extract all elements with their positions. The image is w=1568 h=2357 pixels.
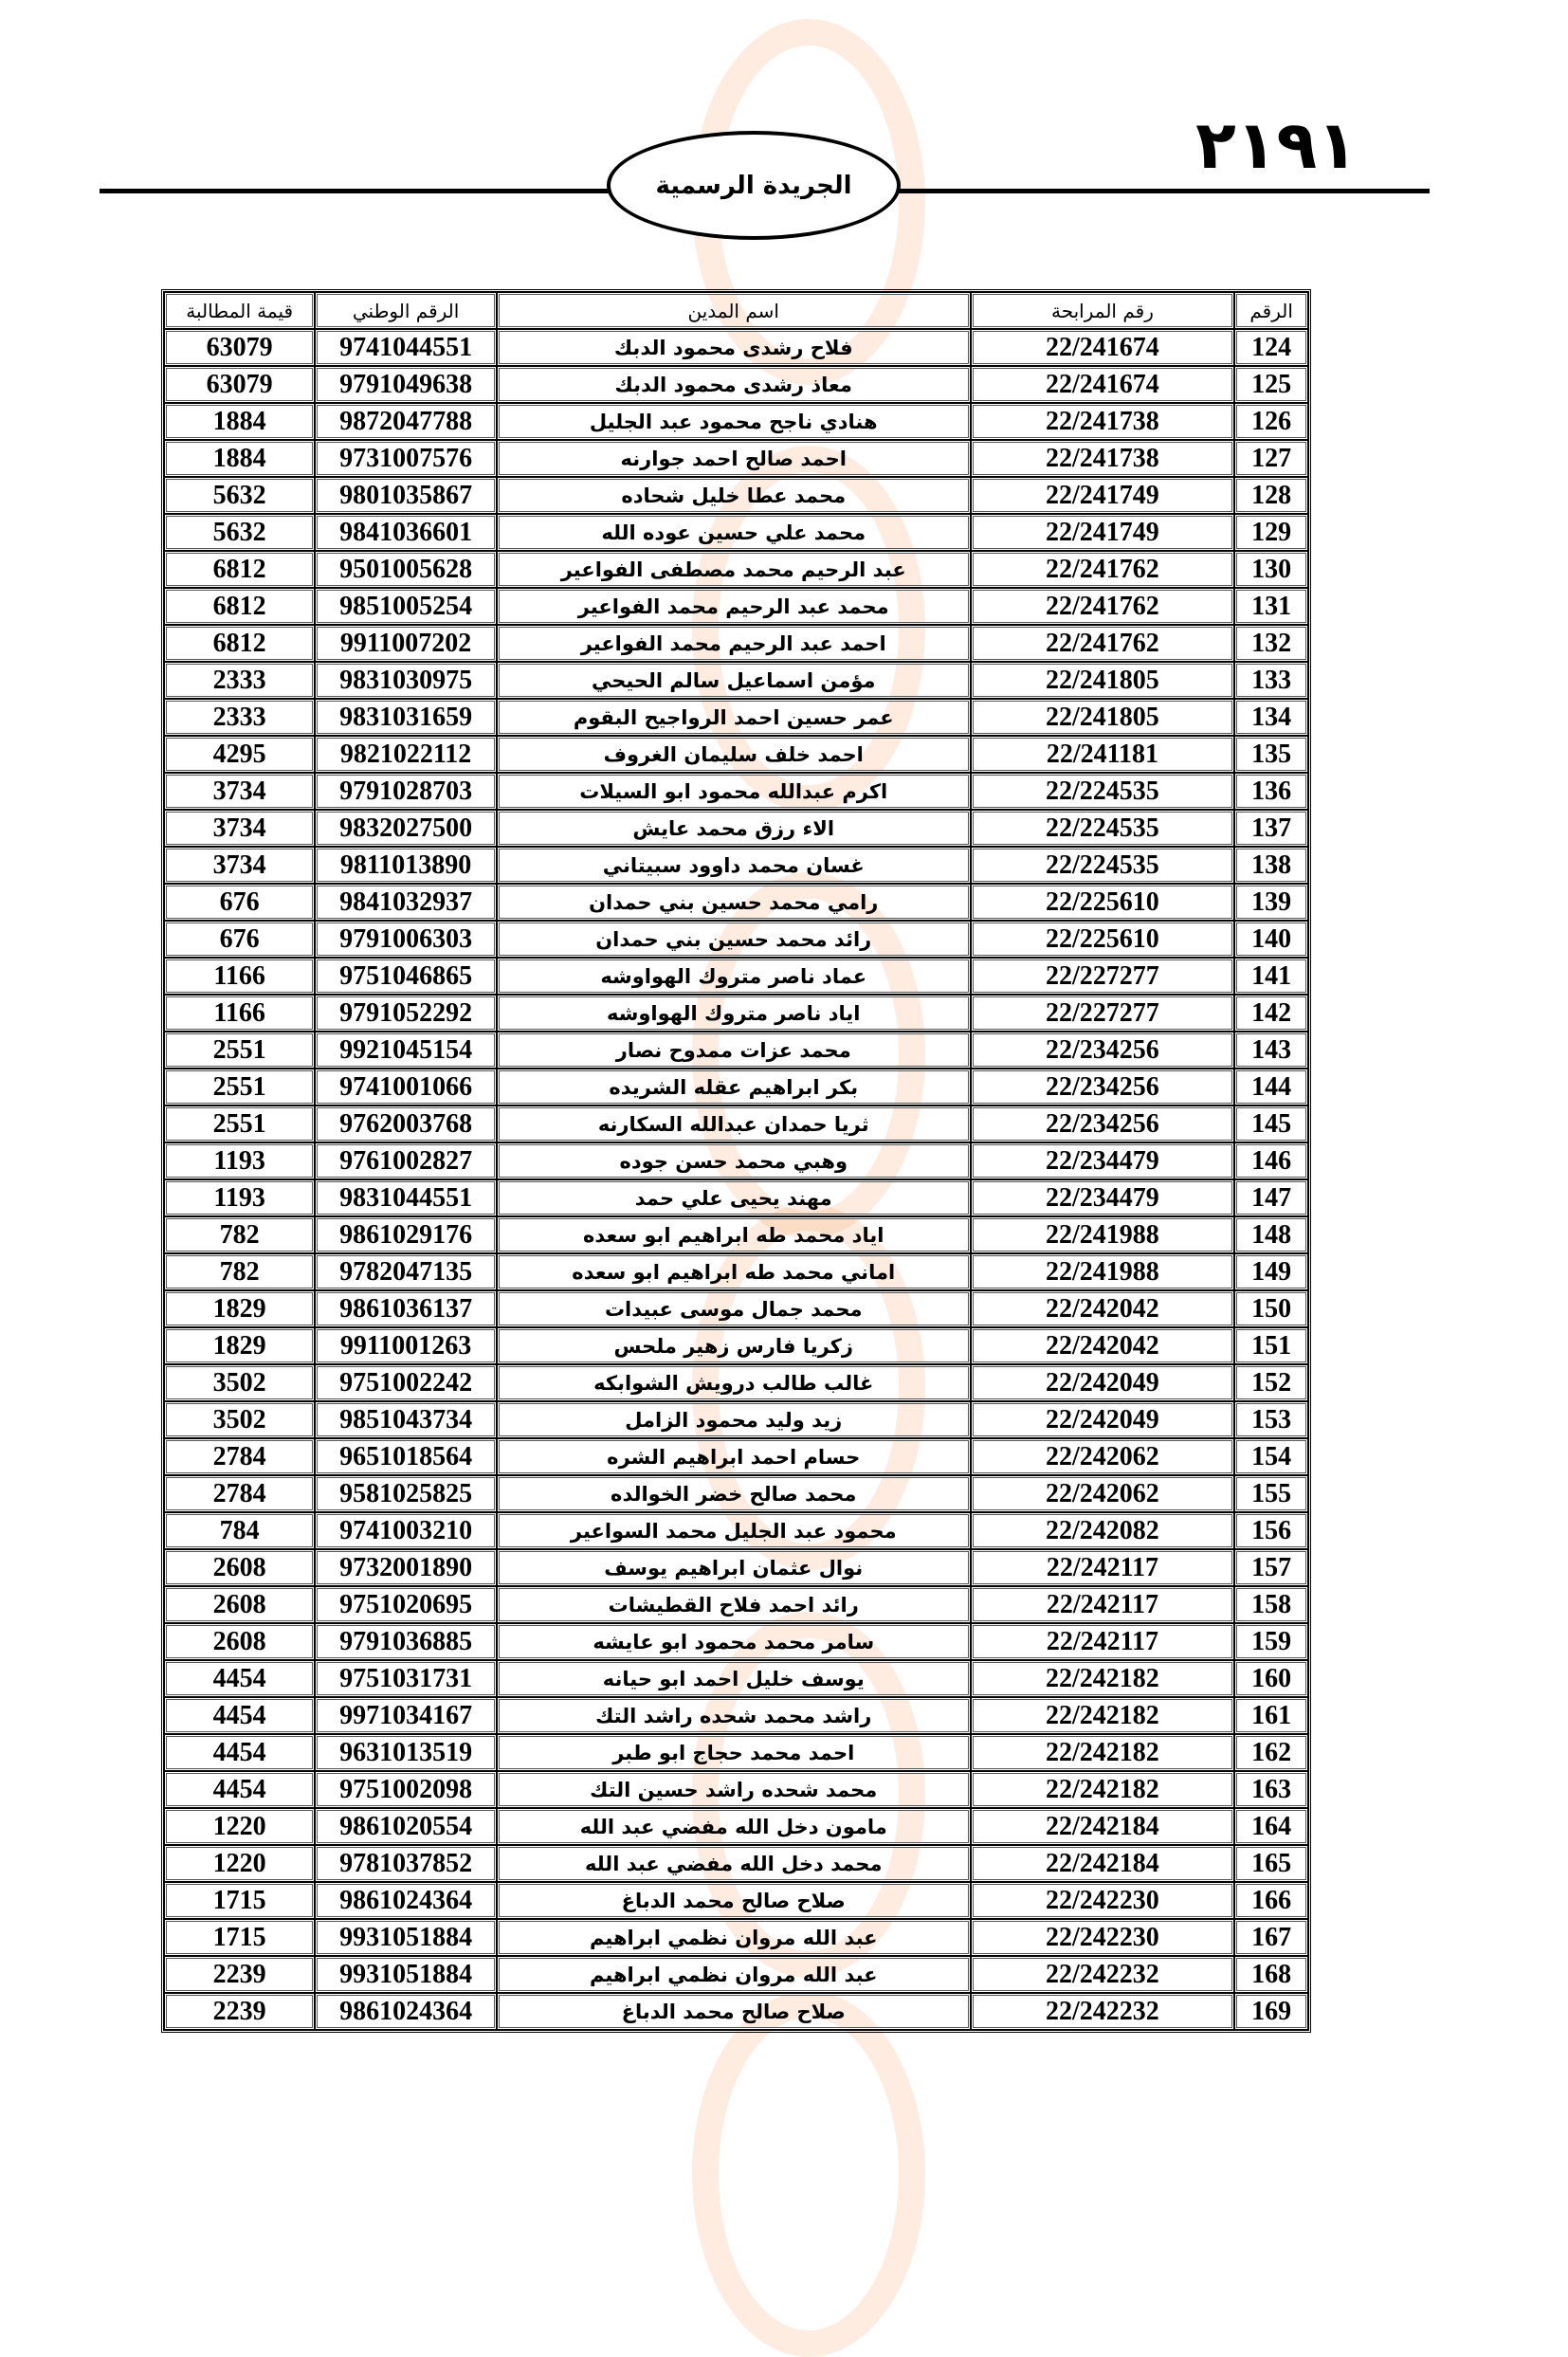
- row-number-cell: 153: [1234, 1401, 1308, 1438]
- claim-amount-cell: 3734: [164, 773, 315, 810]
- claim-amount-cell: 784: [164, 1512, 315, 1549]
- national-id-cell: 9811013890: [315, 847, 497, 884]
- national-id-cell: 9921045154: [315, 1032, 497, 1069]
- national-id-cell: 9861020554: [315, 1808, 497, 1845]
- debtor-name-cell: رائد احمد فلاح القطيشات: [497, 1586, 971, 1623]
- debtor-name-cell: محمد عزات ممدوح نصار: [497, 1032, 971, 1069]
- table-row: [164, 1364, 1308, 1401]
- table-row: [164, 1845, 1308, 1882]
- debtor-name-cell: حسام احمد ابراهيم الشره: [497, 1438, 971, 1475]
- national-id-cell: 9791052292: [315, 995, 497, 1032]
- debtor-name-cell: محمد جمال موسى عبيدات: [497, 1290, 971, 1327]
- table-row: [164, 1993, 1308, 2030]
- murabaha-number-cell: 22/242182: [971, 1660, 1235, 1697]
- table-row: [164, 1623, 1308, 1660]
- national-id-cell: 9762003768: [315, 1105, 497, 1142]
- claim-amount-cell: 4454: [164, 1771, 315, 1808]
- row-number-cell: 150: [1234, 1290, 1308, 1327]
- claim-amount-cell: 2608: [164, 1586, 315, 1623]
- national-id-cell: 9751002098: [315, 1771, 497, 1808]
- row-number-cell: 126: [1234, 403, 1308, 440]
- national-id-cell: 9931051884: [315, 1956, 497, 1993]
- row-number-cell: 149: [1234, 1253, 1308, 1290]
- table-row: [164, 773, 1308, 810]
- table-row: [164, 921, 1308, 958]
- claim-amount-cell: 2239: [164, 1956, 315, 1993]
- national-id-cell: 9791036885: [315, 1623, 497, 1660]
- claim-amount-cell: 2608: [164, 1623, 315, 1660]
- debtor-name-cell: غالب طالب درويش الشوابكه: [497, 1364, 971, 1401]
- murabaha-number-cell: 22/234256: [971, 1105, 1235, 1142]
- murabaha-number-cell: 22/234479: [971, 1142, 1235, 1179]
- murabaha-number-cell: 22/241762: [971, 625, 1235, 662]
- national-id-cell: 9861029176: [315, 1216, 497, 1253]
- debtor-name-cell: فلاح رشدى محمود الدبك: [497, 329, 971, 366]
- murabaha-number-cell: 22/224535: [971, 773, 1235, 810]
- murabaha-number-cell: 22/242184: [971, 1845, 1235, 1882]
- murabaha-number-cell: 22/242184: [971, 1808, 1235, 1845]
- row-number-cell: 136: [1234, 773, 1308, 810]
- row-number-cell: 144: [1234, 1069, 1308, 1105]
- murabaha-number-cell: 22/242230: [971, 1919, 1235, 1956]
- row-number-cell: 146: [1234, 1142, 1308, 1179]
- row-number-cell: 135: [1234, 736, 1308, 773]
- national-id-cell: 9741001066: [315, 1069, 497, 1105]
- table-row: [164, 366, 1308, 403]
- table-row: [164, 1475, 1308, 1512]
- murabaha-number-cell: 22/241805: [971, 662, 1235, 699]
- debtor-name-cell: اكرم عبدالله محمود ابو السيلات: [497, 773, 971, 810]
- murabaha-number-cell: 22/241805: [971, 699, 1235, 736]
- table-row: [164, 1069, 1308, 1105]
- murabaha-number-cell: 22/242232: [971, 1993, 1235, 2030]
- murabaha-number-cell: 22/241749: [971, 477, 1235, 514]
- column-header-murabaha-number: رقم المرابحة: [971, 292, 1235, 329]
- row-number-cell: 157: [1234, 1549, 1308, 1586]
- table-row: [164, 625, 1308, 662]
- row-number-cell: 130: [1234, 551, 1308, 588]
- row-number-cell: 134: [1234, 699, 1308, 736]
- debtor-name-cell: صلاح صالح محمد الدباغ: [497, 1882, 971, 1919]
- claim-amount-cell: 5632: [164, 514, 315, 551]
- gazette-title: الجريدة الرسمية: [655, 171, 852, 200]
- table-row: [164, 1142, 1308, 1179]
- national-id-cell: 9911001263: [315, 1327, 497, 1364]
- row-number-cell: 168: [1234, 1956, 1308, 1993]
- debtor-name-cell: عبد الله مروان نظمي ابراهيم: [497, 1956, 971, 1993]
- debtor-name-cell: سامر محمد محمود ابو عايشه: [497, 1623, 971, 1660]
- table-row: [164, 884, 1308, 921]
- debtor-name-cell: هنادي ناجح محمود عبد الجليل: [497, 403, 971, 440]
- debtor-name-cell: وهبي محمد حسن جوده: [497, 1142, 971, 1179]
- row-number-cell: 145: [1234, 1105, 1308, 1142]
- column-header-national-id: الرقم الوطني: [315, 292, 497, 329]
- debtor-name-cell: محمد علي حسين عوده الله: [497, 514, 971, 551]
- murabaha-number-cell: 22/242062: [971, 1438, 1235, 1475]
- murabaha-number-cell: 22/242049: [971, 1364, 1235, 1401]
- table-row: [164, 810, 1308, 847]
- claim-amount-cell: 3734: [164, 810, 315, 847]
- row-number-cell: 141: [1234, 958, 1308, 995]
- claim-amount-cell: 1715: [164, 1919, 315, 1956]
- debtor-name-cell: صلاح صالح محمد الدباغ: [497, 1993, 971, 2030]
- national-id-cell: 9971034167: [315, 1697, 497, 1734]
- national-id-cell: 9821022112: [315, 736, 497, 773]
- column-header-number: الرقم: [1234, 292, 1308, 329]
- row-number-cell: 129: [1234, 514, 1308, 551]
- murabaha-number-cell: 22/241738: [971, 440, 1235, 477]
- claim-amount-cell: 3502: [164, 1364, 315, 1401]
- table-row: [164, 1253, 1308, 1290]
- claim-amount-cell: 1166: [164, 958, 315, 995]
- table-row: [164, 1401, 1308, 1438]
- national-id-cell: 9751046865: [315, 958, 497, 995]
- claim-amount-cell: 3734: [164, 847, 315, 884]
- claim-amount-cell: 1166: [164, 995, 315, 1032]
- murabaha-number-cell: 22/242117: [971, 1623, 1235, 1660]
- debtor-name-cell: نوال عثمان ابراهيم يوسف: [497, 1549, 971, 1586]
- table-row: [164, 551, 1308, 588]
- column-header-debtor-name: اسم المدين: [497, 292, 971, 329]
- murabaha-number-cell: 22/242117: [971, 1549, 1235, 1586]
- row-number-cell: 128: [1234, 477, 1308, 514]
- national-id-cell: 9791028703: [315, 773, 497, 810]
- national-id-cell: 9651018564: [315, 1438, 497, 1475]
- claim-amount-cell: 782: [164, 1216, 315, 1253]
- murabaha-number-cell: 22/242042: [971, 1327, 1235, 1364]
- table-row: [164, 1919, 1308, 1956]
- table-row: [164, 1290, 1308, 1327]
- murabaha-number-cell: 22/242082: [971, 1512, 1235, 1549]
- watermark-clock-ring: [692, 1991, 925, 2357]
- national-id-cell: 9851043734: [315, 1401, 497, 1438]
- debtor-name-cell: محمود عبد الجليل محمد السواعير: [497, 1512, 971, 1549]
- table-row: [164, 1105, 1308, 1142]
- claim-amount-cell: 2551: [164, 1105, 315, 1142]
- national-id-cell: 9732001890: [315, 1549, 497, 1586]
- table-row: [164, 1697, 1308, 1734]
- national-id-cell: 9831044551: [315, 1179, 497, 1216]
- murabaha-number-cell: 22/241674: [971, 329, 1235, 366]
- murabaha-number-cell: 22/241988: [971, 1253, 1235, 1290]
- debtor-name-cell: احمد محمد حجاج ابو طبر: [497, 1734, 971, 1771]
- murabaha-number-cell: 22/227277: [971, 995, 1235, 1032]
- murabaha-number-cell: 22/241988: [971, 1216, 1235, 1253]
- claim-amount-cell: 2784: [164, 1475, 315, 1512]
- row-number-cell: 158: [1234, 1586, 1308, 1623]
- row-number-cell: 161: [1234, 1697, 1308, 1734]
- national-id-cell: 9751031731: [315, 1660, 497, 1697]
- debtor-name-cell: محمد عبد الرحيم محمد الفواعير: [497, 588, 971, 625]
- row-number-cell: 143: [1234, 1032, 1308, 1069]
- page-number: ٢١٩١: [1195, 106, 1358, 184]
- row-number-cell: 140: [1234, 921, 1308, 958]
- national-id-cell: 9831031659: [315, 699, 497, 736]
- national-id-cell: 9741003210: [315, 1512, 497, 1549]
- row-number-cell: 166: [1234, 1882, 1308, 1919]
- claim-amount-cell: 2608: [164, 1549, 315, 1586]
- claim-amount-cell: 4454: [164, 1734, 315, 1771]
- murabaha-number-cell: 22/241762: [971, 588, 1235, 625]
- claim-amount-cell: 3502: [164, 1401, 315, 1438]
- row-number-cell: 154: [1234, 1438, 1308, 1475]
- row-number-cell: 131: [1234, 588, 1308, 625]
- claim-amount-cell: 2333: [164, 662, 315, 699]
- national-id-cell: 9861024364: [315, 1993, 497, 2030]
- claim-amount-cell: 1884: [164, 440, 315, 477]
- row-number-cell: 125: [1234, 366, 1308, 403]
- table-row: [164, 995, 1308, 1032]
- claim-amount-cell: 1829: [164, 1290, 315, 1327]
- claim-amount-cell: 676: [164, 884, 315, 921]
- row-number-cell: 169: [1234, 1993, 1308, 2030]
- row-number-cell: 151: [1234, 1327, 1308, 1364]
- table-row: [164, 477, 1308, 514]
- claim-amount-cell: 782: [164, 1253, 315, 1290]
- row-number-cell: 132: [1234, 625, 1308, 662]
- claim-amount-cell: 1193: [164, 1142, 315, 1179]
- row-number-cell: 138: [1234, 847, 1308, 884]
- row-number-cell: 133: [1234, 662, 1308, 699]
- national-id-cell: 9832027500: [315, 810, 497, 847]
- national-id-cell: 9501005628: [315, 551, 497, 588]
- murabaha-number-cell: 22/241738: [971, 403, 1235, 440]
- debtor-name-cell: احمد صالح احمد جوارنه: [497, 440, 971, 477]
- claim-amount-cell: 1884: [164, 403, 315, 440]
- claim-amount-cell: 2551: [164, 1069, 315, 1105]
- debtor-name-cell: بكر ابراهيم عقله الشريده: [497, 1069, 971, 1105]
- national-id-cell: 9791049638: [315, 366, 497, 403]
- table-row: [164, 329, 1308, 366]
- national-id-cell: 9741044551: [315, 329, 497, 366]
- table-row: [164, 958, 1308, 995]
- national-id-cell: 9831030975: [315, 662, 497, 699]
- table-row: [164, 588, 1308, 625]
- debtor-name-cell: عمر حسين احمد الرواجيح البقوم: [497, 699, 971, 736]
- murabaha-number-cell: 22/242232: [971, 1956, 1235, 1993]
- murabaha-number-cell: 22/241181: [971, 736, 1235, 773]
- row-number-cell: 139: [1234, 884, 1308, 921]
- table-row: [164, 1734, 1308, 1771]
- table-body: [164, 329, 1308, 2030]
- debtor-name-cell: احمد خلف سليمان الغروف: [497, 736, 971, 773]
- debtor-name-cell: مهند يحيى علي حمد: [497, 1179, 971, 1216]
- column-header-claim-amount: قيمة المطالبة: [164, 292, 315, 329]
- claim-amount-cell: 1829: [164, 1327, 315, 1364]
- national-id-cell: 9751002242: [315, 1364, 497, 1401]
- national-id-cell: 9791006303: [315, 921, 497, 958]
- claim-amount-cell: 2333: [164, 699, 315, 736]
- table-row: [164, 1216, 1308, 1253]
- debtor-name-cell: ثريا حمدان عبدالله السكارنه: [497, 1105, 971, 1142]
- national-id-cell: 9731007576: [315, 440, 497, 477]
- debtor-name-cell: محمد عطا خليل شحاده: [497, 477, 971, 514]
- murabaha-number-cell: 22/242042: [971, 1290, 1235, 1327]
- national-id-cell: 9861024364: [315, 1882, 497, 1919]
- murabaha-number-cell: 22/234256: [971, 1032, 1235, 1069]
- debtor-name-cell: مؤمن اسماعيل سالم الحيحي: [497, 662, 971, 699]
- murabaha-number-cell: 22/242049: [971, 1401, 1235, 1438]
- claim-amount-cell: 6812: [164, 551, 315, 588]
- national-id-cell: 9761002827: [315, 1142, 497, 1179]
- debtor-name-cell: محمد دخل الله مفضي عبد الله: [497, 1845, 971, 1882]
- table-row: [164, 1549, 1308, 1586]
- table-row: [164, 514, 1308, 551]
- murabaha-number-cell: 22/224535: [971, 810, 1235, 847]
- table-row: [164, 1660, 1308, 1697]
- debtor-name-cell: عبد الرحيم محمد مصطفى الفواعير: [497, 551, 971, 588]
- national-id-cell: 9872047788: [315, 403, 497, 440]
- murabaha-number-cell: 22/242182: [971, 1734, 1235, 1771]
- table-row: [164, 736, 1308, 773]
- table-row: [164, 1179, 1308, 1216]
- claim-amount-cell: 4454: [164, 1697, 315, 1734]
- national-id-cell: 9782047135: [315, 1253, 497, 1290]
- debtor-name-cell: راشد محمد شحده راشد التك: [497, 1697, 971, 1734]
- table-row: [164, 1586, 1308, 1623]
- table-row: [164, 1438, 1308, 1475]
- national-id-cell: 9781037852: [315, 1845, 497, 1882]
- murabaha-number-cell: 22/242230: [971, 1882, 1235, 1919]
- claim-amount-cell: 6812: [164, 625, 315, 662]
- row-number-cell: 147: [1234, 1179, 1308, 1216]
- national-id-cell: 9751020695: [315, 1586, 497, 1623]
- debtor-name-cell: محمد صالح خضر الخوالده: [497, 1475, 971, 1512]
- claim-amount-cell: 6812: [164, 588, 315, 625]
- row-number-cell: 159: [1234, 1623, 1308, 1660]
- debtor-name-cell: عبد الله مروان نظمي ابراهيم: [497, 1919, 971, 1956]
- claim-amount-cell: 1220: [164, 1808, 315, 1845]
- table-row: [164, 1512, 1308, 1549]
- table-row: [164, 440, 1308, 477]
- claim-amount-cell: 1193: [164, 1179, 315, 1216]
- claim-amount-cell: 5632: [164, 477, 315, 514]
- national-id-cell: 9841036601: [315, 514, 497, 551]
- national-id-cell: 9801035867: [315, 477, 497, 514]
- claim-amount-cell: 676: [164, 921, 315, 958]
- murabaha-number-cell: 22/225610: [971, 884, 1235, 921]
- debtor-name-cell: زكريا فارس زهير ملحس: [497, 1327, 971, 1364]
- debtor-name-cell: عماد ناصر متروك الهواوشه: [497, 958, 971, 995]
- claim-amount-cell: 63079: [164, 366, 315, 403]
- debtor-name-cell: اماني محمد طه ابراهيم ابو سعده: [497, 1253, 971, 1290]
- table-row: [164, 1882, 1308, 1919]
- row-number-cell: 160: [1234, 1660, 1308, 1697]
- debtor-name-cell: احمد عبد الرحيم محمد الفواعير: [497, 625, 971, 662]
- debtor-name-cell: اياد ناصر متروك الهواوشه: [497, 995, 971, 1032]
- national-id-cell: 9911007202: [315, 625, 497, 662]
- row-number-cell: 162: [1234, 1734, 1308, 1771]
- debtor-name-cell: مامون دخل الله مفضي عبد الله: [497, 1808, 971, 1845]
- debtor-name-cell: رامي محمد حسين بني حمدان: [497, 884, 971, 921]
- table-row: [164, 1327, 1308, 1364]
- debtor-name-cell: رائد محمد حسين بني حمدان: [497, 921, 971, 958]
- claim-amount-cell: 4454: [164, 1660, 315, 1697]
- debtor-name-cell: محمد شحده راشد حسين التك: [497, 1771, 971, 1808]
- murabaha-number-cell: 22/241762: [971, 551, 1235, 588]
- debtor-name-cell: معاذ رشدى محمود الدبك: [497, 366, 971, 403]
- murabaha-number-cell: 22/241749: [971, 514, 1235, 551]
- row-number-cell: 152: [1234, 1364, 1308, 1401]
- national-id-cell: 9851005254: [315, 588, 497, 625]
- claim-amount-cell: 1715: [164, 1882, 315, 1919]
- table-header-row: [164, 292, 1308, 329]
- row-number-cell: 167: [1234, 1919, 1308, 1956]
- table-row: [164, 699, 1308, 736]
- table-row: [164, 403, 1308, 440]
- national-id-cell: 9861036137: [315, 1290, 497, 1327]
- murabaha-number-cell: 22/234479: [971, 1179, 1235, 1216]
- debtor-name-cell: زيد وليد محمود الزامل: [497, 1401, 971, 1438]
- claim-amount-cell: 63079: [164, 329, 315, 366]
- national-id-cell: 9631013519: [315, 1734, 497, 1771]
- debtor-name-cell: الاء رزق محمد عايش: [497, 810, 971, 847]
- table-row: [164, 1956, 1308, 1993]
- table-row: [164, 1032, 1308, 1069]
- row-number-cell: 137: [1234, 810, 1308, 847]
- claim-amount-cell: 1220: [164, 1845, 315, 1882]
- murabaha-number-cell: 22/242062: [971, 1475, 1235, 1512]
- claim-amount-cell: 2551: [164, 1032, 315, 1069]
- national-id-cell: 9841032937: [315, 884, 497, 921]
- murabaha-number-cell: 22/242182: [971, 1771, 1235, 1808]
- table-row: [164, 1771, 1308, 1808]
- row-number-cell: 142: [1234, 995, 1308, 1032]
- claim-amount-cell: 4295: [164, 736, 315, 773]
- debtor-name-cell: يوسف خليل احمد ابو حيانه: [497, 1660, 971, 1697]
- table-row: [164, 847, 1308, 884]
- row-number-cell: 156: [1234, 1512, 1308, 1549]
- table-row: [164, 1808, 1308, 1845]
- row-number-cell: 124: [1234, 329, 1308, 366]
- row-number-cell: 127: [1234, 440, 1308, 477]
- row-number-cell: 155: [1234, 1475, 1308, 1512]
- national-id-cell: 9931051884: [315, 1919, 497, 1956]
- row-number-cell: 148: [1234, 1216, 1308, 1253]
- national-id-cell: 9581025825: [315, 1475, 497, 1512]
- row-number-cell: 164: [1234, 1808, 1308, 1845]
- murabaha-number-cell: 22/227277: [971, 958, 1235, 995]
- murabaha-number-cell: 22/242117: [971, 1586, 1235, 1623]
- table-row: [164, 662, 1308, 699]
- murabaha-number-cell: 22/225610: [971, 921, 1235, 958]
- murabaha-number-cell: 22/241674: [971, 366, 1235, 403]
- murabaha-number-cell: 22/242182: [971, 1697, 1235, 1734]
- row-number-cell: 163: [1234, 1771, 1308, 1808]
- debtor-name-cell: غسان محمد داوود سبيتاني: [497, 847, 971, 884]
- claim-amount-cell: 2784: [164, 1438, 315, 1475]
- row-number-cell: 165: [1234, 1845, 1308, 1882]
- debtors-table: [161, 289, 1311, 2033]
- murabaha-number-cell: 22/224535: [971, 847, 1235, 884]
- gazette-title-oval: [607, 131, 901, 240]
- claim-amount-cell: 2239: [164, 1993, 315, 2030]
- debtor-name-cell: اياد محمد طه ابراهيم ابو سعده: [497, 1216, 971, 1253]
- murabaha-number-cell: 22/234256: [971, 1069, 1235, 1105]
